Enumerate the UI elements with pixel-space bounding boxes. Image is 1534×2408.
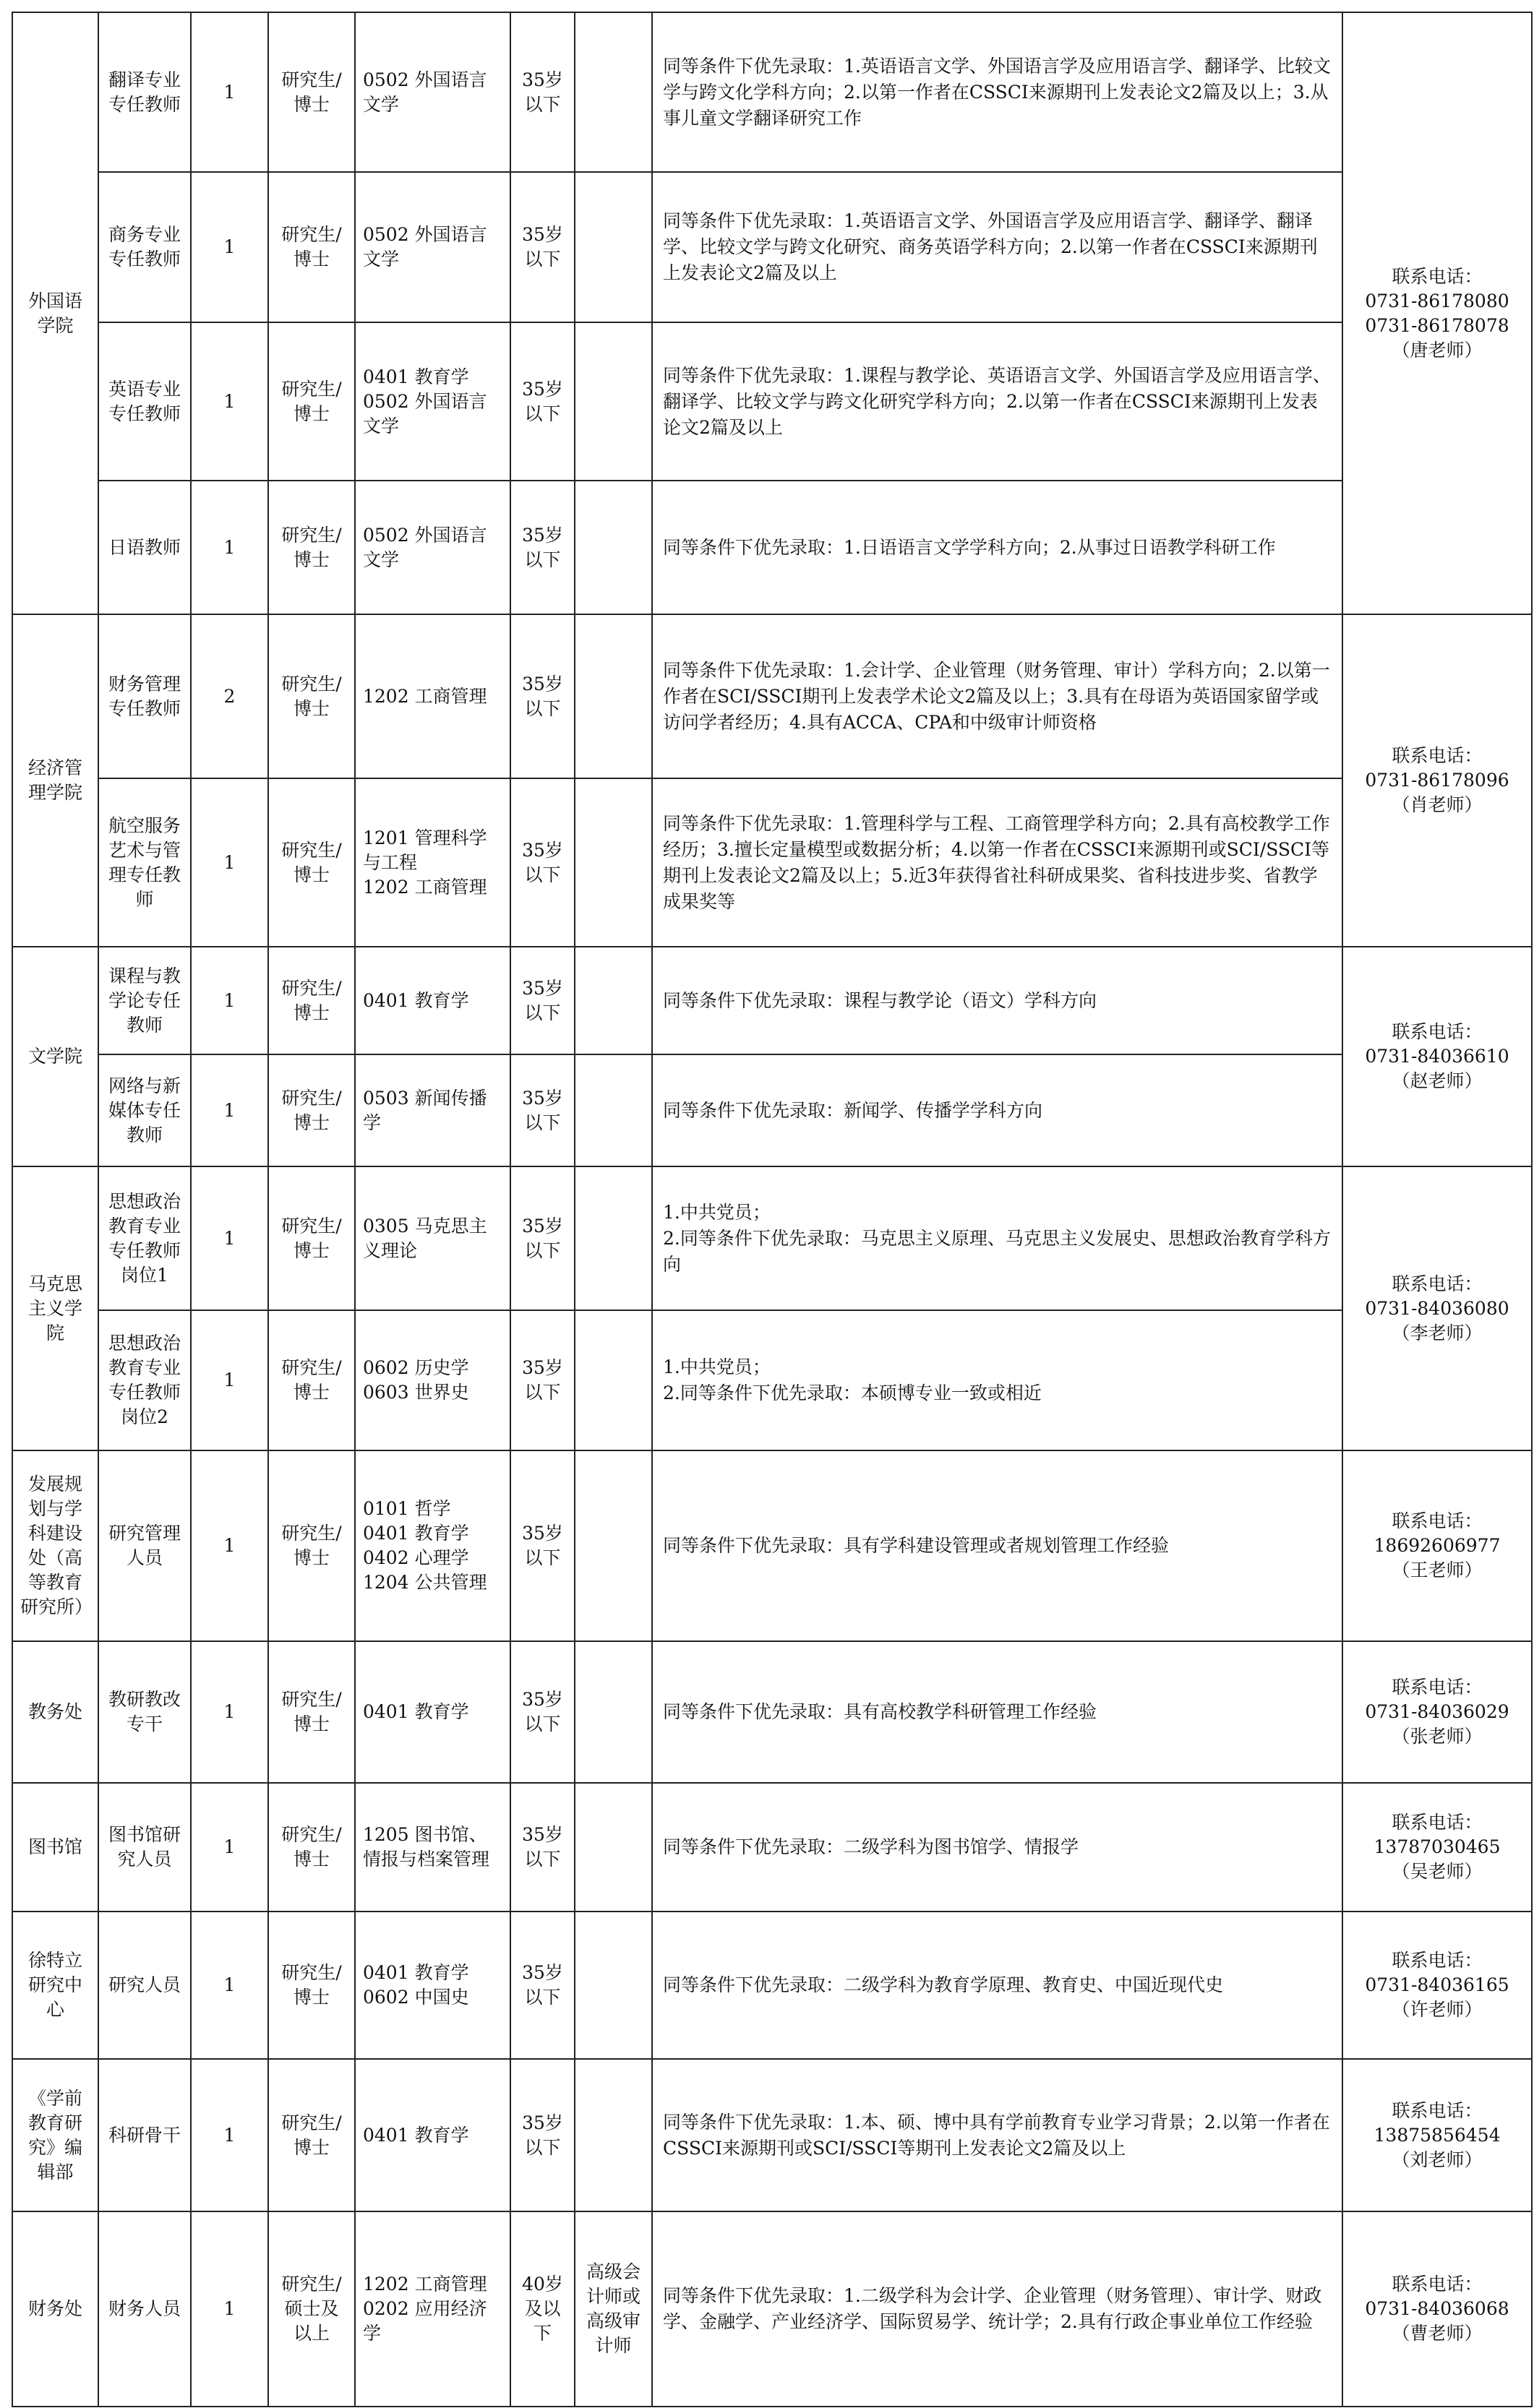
position-cell: 图书馆研究人员 bbox=[98, 1783, 191, 1912]
education-cell: 研究生/博士 bbox=[268, 1450, 355, 1641]
college-cell: 文学院 bbox=[12, 947, 98, 1166]
education-cell: 研究生/博士 bbox=[268, 322, 355, 481]
table-row bbox=[12, 1912, 1532, 2059]
major-cell: 0401 教育学 0602 中国史 bbox=[355, 1912, 510, 2059]
age-cell: 35岁以下 bbox=[510, 947, 575, 1054]
table-row bbox=[12, 1641, 1532, 1783]
count-cell: 1 bbox=[191, 1166, 268, 1310]
table-row bbox=[12, 2211, 1532, 2407]
age-cell: 35岁以下 bbox=[510, 322, 575, 481]
age-cell: 35岁以下 bbox=[510, 1783, 575, 1912]
major-cell: 0502 外国语言文学 bbox=[355, 481, 510, 614]
title-cell: 高级会计师或高级审计师 bbox=[575, 2211, 652, 2407]
position-cell: 日语教师 bbox=[98, 481, 191, 614]
position-cell: 思想政治教育专业专任教师岗位1 bbox=[98, 1166, 191, 1310]
college-cell: 图书馆 bbox=[12, 1783, 98, 1912]
contact-cell: 联系电话： 0731-84036029 （张老师） bbox=[1342, 1641, 1532, 1783]
college-cell: 财务处 bbox=[12, 2211, 98, 2407]
position-cell: 课程与教学论专任教师 bbox=[98, 947, 191, 1054]
age-cell: 35岁以下 bbox=[510, 1166, 575, 1310]
table-row bbox=[12, 481, 1532, 614]
count-cell: 1 bbox=[191, 2211, 268, 2407]
education-cell: 研究生/博士 bbox=[268, 12, 355, 172]
title-cell bbox=[575, 614, 652, 778]
age-cell: 35岁以下 bbox=[510, 614, 575, 778]
education-cell: 研究生/博士 bbox=[268, 1166, 355, 1310]
education-cell: 研究生/博士 bbox=[268, 2059, 355, 2211]
title-cell bbox=[575, 778, 652, 947]
count-cell: 1 bbox=[191, 947, 268, 1054]
position-cell: 网络与新媒体专任教师 bbox=[98, 1054, 191, 1166]
count-cell: 1 bbox=[191, 1783, 268, 1912]
title-cell bbox=[575, 1450, 652, 1641]
requirements-cell: 同等条件下优先录取：具有高校教学科研管理工作经验 bbox=[652, 1641, 1342, 1783]
table-row bbox=[12, 172, 1532, 322]
age-cell: 35岁以下 bbox=[510, 1912, 575, 2059]
requirements-cell: 同等条件下优先录取：1.本、硕、博中具有学前教育专业学习背景；2.以第一作者在CSSCI来源期刊或SCI/SSCI等期刊上发表论文2篇及以上 bbox=[652, 2059, 1342, 2211]
title-cell bbox=[575, 1912, 652, 2059]
education-cell: 研究生/博士 bbox=[268, 947, 355, 1054]
count-cell: 1 bbox=[191, 1054, 268, 1166]
age-cell: 35岁以下 bbox=[510, 2059, 575, 2211]
contact-cell: 联系电话： 0731-84036080 （李老师） bbox=[1342, 1166, 1532, 1450]
major-cell: 0401 教育学 bbox=[355, 2059, 510, 2211]
count-cell: 1 bbox=[191, 172, 268, 322]
table-row bbox=[12, 12, 1532, 172]
education-cell: 研究生/博士 bbox=[268, 1310, 355, 1450]
table-row bbox=[12, 1166, 1532, 1310]
major-cell: 0101 哲学 0401 教育学 0402 心理学 1204 公共管理 bbox=[355, 1450, 510, 1641]
age-cell: 35岁以下 bbox=[510, 172, 575, 322]
count-cell: 1 bbox=[191, 481, 268, 614]
contact-cell: 联系电话： 0731-86178080 0731-86178078 （唐老师） bbox=[1342, 12, 1532, 614]
table-row bbox=[12, 322, 1532, 481]
age-cell: 35岁以下 bbox=[510, 1450, 575, 1641]
requirements-cell: 同等条件下优先录取：1.二级学科为会计学、企业管理（财务管理）、审计学、财政学、金融学、产业经济学、国际贸易学、统计学；2.具有行政企事业单位工作经验 bbox=[652, 2211, 1342, 2407]
age-cell: 35岁以下 bbox=[510, 1054, 575, 1166]
requirements-cell: 同等条件下优先录取：1.英语语言文学、外国语言学及应用语言学、翻译学、翻译学、比较文学与跨文化研究、商务英语学科方向；2.以第一作者在CSSCI来源期刊上发表论文2篇及以上 bbox=[652, 172, 1342, 322]
college-cell: 外国语学院 bbox=[12, 12, 98, 614]
table-row bbox=[12, 2059, 1532, 2211]
count-cell: 1 bbox=[191, 1912, 268, 2059]
requirements-cell: 1.中共党员； 2.同等条件下优先录取：马克思主义原理、马克思主义发展史、思想政治教育学科方向 bbox=[652, 1166, 1342, 1310]
table-row bbox=[12, 1783, 1532, 1912]
contact-cell: 联系电话： 18692606977 （王老师） bbox=[1342, 1450, 1532, 1641]
major-cell: 1202 工商管理 bbox=[355, 614, 510, 778]
count-cell: 1 bbox=[191, 2059, 268, 2211]
major-cell: 1201 管理科学与工程 1202 工商管理 bbox=[355, 778, 510, 947]
major-cell: 0401 教育学 0502 外国语言文学 bbox=[355, 322, 510, 481]
requirements-cell: 同等条件下优先录取：新闻学、传播学学科方向 bbox=[652, 1054, 1342, 1166]
count-cell: 1 bbox=[191, 1641, 268, 1783]
title-cell bbox=[575, 1310, 652, 1450]
title-cell bbox=[575, 1166, 652, 1310]
table-row bbox=[12, 1450, 1532, 1641]
count-cell: 1 bbox=[191, 12, 268, 172]
table-row bbox=[12, 1310, 1532, 1450]
college-cell: 发展规划与学科建设处（高等教育研究所） bbox=[12, 1450, 98, 1641]
table-row bbox=[12, 947, 1532, 1054]
contact-cell: 联系电话： 0731-84036610 （赵老师） bbox=[1342, 947, 1532, 1166]
age-cell: 40岁及以下 bbox=[510, 2211, 575, 2407]
education-cell: 研究生/博士 bbox=[268, 778, 355, 947]
contact-cell: 联系电话： 0731-86178096 （肖老师） bbox=[1342, 614, 1532, 947]
education-cell: 研究生/博士 bbox=[268, 1054, 355, 1166]
major-cell: 0401 教育学 bbox=[355, 947, 510, 1054]
college-cell: 教务处 bbox=[12, 1641, 98, 1783]
title-cell bbox=[575, 1054, 652, 1166]
requirements-cell: 同等条件下优先录取：1.会计学、企业管理（财务管理、审计）学科方向；2.以第一作者在SCI/SSCI期刊上发表学术论文2篇及以上；3.具有在母语为英语国家留学或访问学者经历；4.具有ACCA、CPA和中级审计师资格 bbox=[652, 614, 1342, 778]
age-cell: 35岁以下 bbox=[510, 12, 575, 172]
position-cell: 财务管理专任教师 bbox=[98, 614, 191, 778]
position-cell: 教研教改专干 bbox=[98, 1641, 191, 1783]
position-cell: 英语专业专任教师 bbox=[98, 322, 191, 481]
count-cell: 1 bbox=[191, 778, 268, 947]
title-cell bbox=[575, 172, 652, 322]
requirements-cell: 同等条件下优先录取：二级学科为教育学原理、教育史、中国近现代史 bbox=[652, 1912, 1342, 2059]
college-cell: 《学前教育研究》编辑部 bbox=[12, 2059, 98, 2211]
title-cell bbox=[575, 2059, 652, 2211]
table-row bbox=[12, 778, 1532, 947]
major-cell: 0502 外国语言文学 bbox=[355, 12, 510, 172]
position-cell: 研究管理人员 bbox=[98, 1450, 191, 1641]
position-cell: 财务人员 bbox=[98, 2211, 191, 2407]
age-cell: 35岁以下 bbox=[510, 778, 575, 947]
education-cell: 研究生/博士 bbox=[268, 481, 355, 614]
requirements-cell: 同等条件下优先录取：1.英语语言文学、外国语言学及应用语言学、翻译学、比较文学与跨文化学科方向；2.以第一作者在CSSCI来源期刊上发表论文2篇及以上；3.从事儿童文学翻译研究工作 bbox=[652, 12, 1342, 172]
major-cell: 1205 图书馆、情报与档案管理 bbox=[355, 1783, 510, 1912]
age-cell: 35岁以下 bbox=[510, 1641, 575, 1783]
title-cell bbox=[575, 481, 652, 614]
requirements-cell: 同等条件下优先录取：课程与教学论（语文）学科方向 bbox=[652, 947, 1342, 1054]
education-cell: 研究生/博士 bbox=[268, 172, 355, 322]
age-cell: 35岁以下 bbox=[510, 1310, 575, 1450]
title-cell bbox=[575, 947, 652, 1054]
contact-cell: 联系电话： 0731-84036068 （曹老师） bbox=[1342, 2211, 1532, 2407]
major-cell: 0401 教育学 bbox=[355, 1641, 510, 1783]
count-cell: 1 bbox=[191, 1310, 268, 1450]
major-cell: 0503 新闻传播学 bbox=[355, 1054, 510, 1166]
title-cell bbox=[575, 1783, 652, 1912]
education-cell: 研究生/博士 bbox=[268, 1641, 355, 1783]
major-cell: 0305 马克思主义理论 bbox=[355, 1166, 510, 1310]
requirements-cell: 同等条件下优先录取：1.日语语言文学学科方向；2.从事过日语教学科研工作 bbox=[652, 481, 1342, 614]
education-cell: 研究生/硕士及以上 bbox=[268, 2211, 355, 2407]
contact-cell: 联系电话： 13875856454 （刘老师） bbox=[1342, 2059, 1532, 2211]
contact-cell: 联系电话： 0731-84036165 （许老师） bbox=[1342, 1912, 1532, 2059]
table-row bbox=[12, 1054, 1532, 1166]
position-cell: 思想政治教育专业专任教师岗位2 bbox=[98, 1310, 191, 1450]
college-cell: 经济管理学院 bbox=[12, 614, 98, 947]
title-cell bbox=[575, 322, 652, 481]
title-cell bbox=[575, 1641, 652, 1783]
count-cell: 1 bbox=[191, 322, 268, 481]
count-cell: 2 bbox=[191, 614, 268, 778]
contact-cell: 联系电话： 13787030465 （吴老师） bbox=[1342, 1783, 1532, 1912]
requirements-cell: 同等条件下优先录取：1.课程与教学论、英语语言文学、外国语言学及应用语言学、翻译学、比较文学与跨文化研究学科方向；2.以第一作者在CSSCI来源期刊上发表论文2篇及以上 bbox=[652, 322, 1342, 481]
major-cell: 1202 工商管理 0202 应用经济学 bbox=[355, 2211, 510, 2407]
college-cell: 马克思主义学院 bbox=[12, 1166, 98, 1450]
requirements-cell: 1.中共党员； 2.同等条件下优先录取：本硕博专业一致或相近 bbox=[652, 1310, 1342, 1450]
age-cell: 35岁以下 bbox=[510, 481, 575, 614]
education-cell: 研究生/博士 bbox=[268, 1912, 355, 2059]
requirements-cell: 同等条件下优先录取：二级学科为图书馆学、情报学 bbox=[652, 1783, 1342, 1912]
recruitment-table bbox=[12, 12, 1533, 2407]
count-cell: 1 bbox=[191, 1450, 268, 1641]
education-cell: 研究生/博士 bbox=[268, 1783, 355, 1912]
position-cell: 科研骨干 bbox=[98, 2059, 191, 2211]
title-cell bbox=[575, 12, 652, 172]
position-cell: 航空服务艺术与管理专任教师 bbox=[98, 778, 191, 947]
table-row bbox=[12, 614, 1532, 778]
requirements-cell: 同等条件下优先录取：1.管理科学与工程、工商管理学科方向；2.具有高校教学工作经历；3.擅长定量模型或数据分析；4.以第一作者在CSSCI来源期刊或SCI/SSCI等期刊上发表论文2篇及以上；5.近3年获得省社科研成果奖、省科技进步奖、省教学成果奖等 bbox=[652, 778, 1342, 947]
major-cell: 0602 历史学 0603 世界史 bbox=[355, 1310, 510, 1450]
college-cell: 徐特立研究中心 bbox=[12, 1912, 98, 2059]
position-cell: 研究人员 bbox=[98, 1912, 191, 2059]
requirements-cell: 同等条件下优先录取：具有学科建设管理或者规划管理工作经验 bbox=[652, 1450, 1342, 1641]
position-cell: 商务专业专任教师 bbox=[98, 172, 191, 322]
major-cell: 0502 外国语言文学 bbox=[355, 172, 510, 322]
position-cell: 翻译专业专任教师 bbox=[98, 12, 191, 172]
education-cell: 研究生/博士 bbox=[268, 614, 355, 778]
